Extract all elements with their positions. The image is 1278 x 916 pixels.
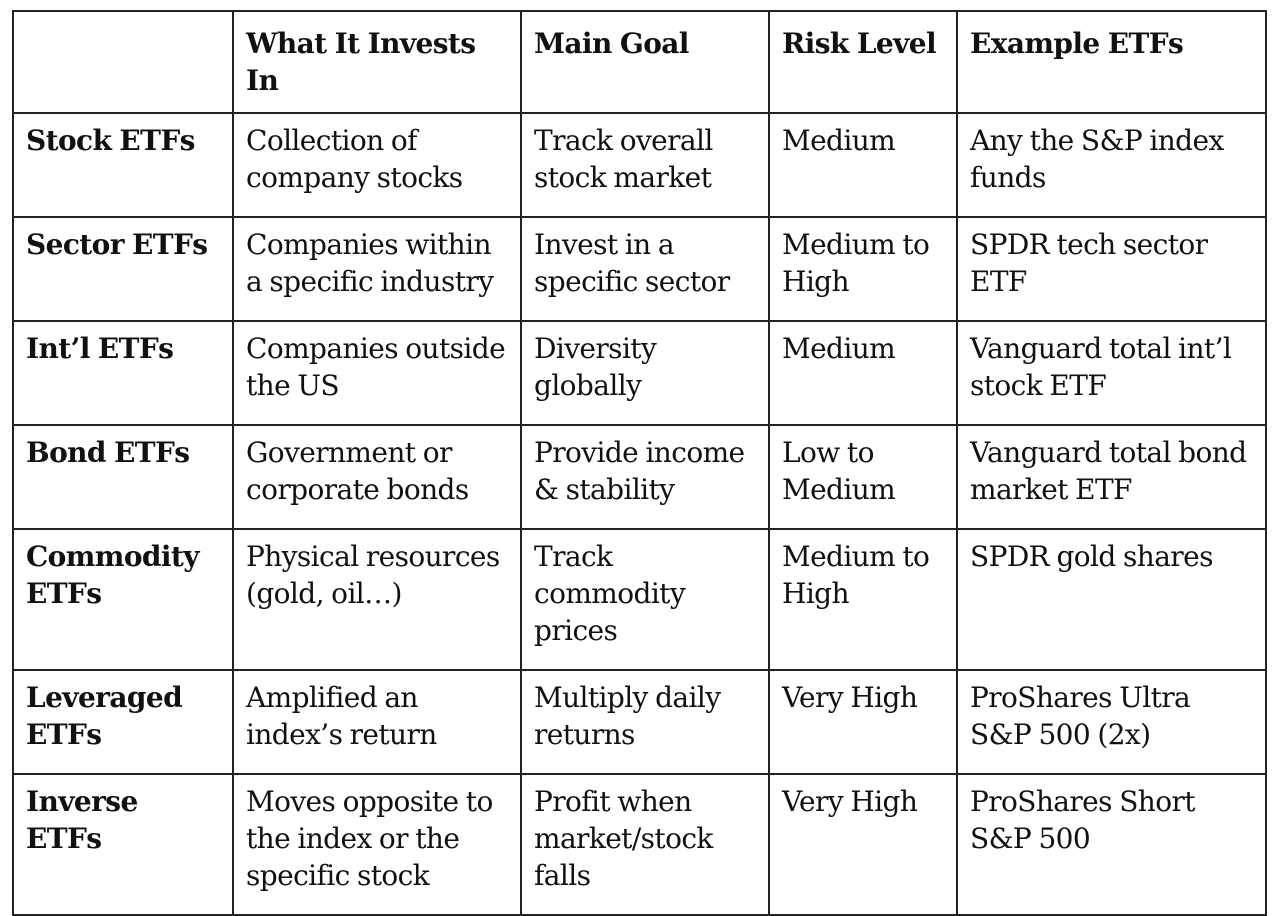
row-type-cell: Int’l ETFs — [13, 321, 233, 425]
table-row — [13, 425, 1266, 529]
main-goal-cell: Track commodity prices — [521, 529, 769, 670]
main-goal-cell: Profit when market/stock falls — [521, 774, 769, 915]
header-main-goal: Main Goal — [521, 11, 769, 113]
risk-level-cell: Medium — [769, 113, 957, 217]
example-etfs-cell: Vanguard total bond market ETF — [957, 425, 1266, 529]
table-header-row — [13, 11, 1266, 113]
invests-in-cell: Collection of company stocks — [233, 113, 521, 217]
header-risk-level: Risk Level — [769, 11, 957, 113]
risk-level-cell: Medium to High — [769, 217, 957, 321]
invests-in-cell: Companies within a specific industry — [233, 217, 521, 321]
example-etfs-cell: Any the S&P index funds — [957, 113, 1266, 217]
header-example-etfs: Example ETFs — [957, 11, 1266, 113]
main-goal-cell: Provide income & stability — [521, 425, 769, 529]
main-goal-cell: Track overall stock market — [521, 113, 769, 217]
invests-in-cell: Moves opposite to the index or the specific stock — [233, 774, 521, 915]
example-etfs-cell: ProShares Ultra S&P 500 (2x) — [957, 670, 1266, 774]
table-row — [13, 529, 1266, 670]
risk-level-cell: Medium — [769, 321, 957, 425]
risk-level-cell: Very High — [769, 774, 957, 915]
table-row — [13, 774, 1266, 915]
header-corner-cell — [13, 11, 233, 113]
header-what-it-invests-in: What It Invests In — [233, 11, 521, 113]
invests-in-cell: Government or corporate bonds — [233, 425, 521, 529]
table-row — [13, 670, 1266, 774]
row-type-cell: Stock ETFs — [13, 113, 233, 217]
row-type-cell: Inverse ETFs — [13, 774, 233, 915]
row-type-cell: Leveraged ETFs — [13, 670, 233, 774]
etf-comparison-table — [12, 10, 1267, 916]
row-type-cell: Commodity ETFs — [13, 529, 233, 670]
risk-level-cell: Very High — [769, 670, 957, 774]
invests-in-cell: Physical resources (gold, oil…) — [233, 529, 521, 670]
row-type-cell: Bond ETFs — [13, 425, 233, 529]
main-goal-cell: Invest in a specific sector — [521, 217, 769, 321]
row-type-cell: Sector ETFs — [13, 217, 233, 321]
table-row — [13, 113, 1266, 217]
risk-level-cell: Medium to High — [769, 529, 957, 670]
main-goal-cell: Diversity globally — [521, 321, 769, 425]
invests-in-cell: Companies outside the US — [233, 321, 521, 425]
example-etfs-cell: ProShares Short S&P 500 — [957, 774, 1266, 915]
example-etfs-cell: Vanguard total int’l stock ETF — [957, 321, 1266, 425]
invests-in-cell: Amplified an index’s return — [233, 670, 521, 774]
example-etfs-cell: SPDR tech sector ETF — [957, 217, 1266, 321]
risk-level-cell: Low to Medium — [769, 425, 957, 529]
main-goal-cell: Multiply daily returns — [521, 670, 769, 774]
table-row — [13, 217, 1266, 321]
table-row — [13, 321, 1266, 425]
example-etfs-cell: SPDR gold shares — [957, 529, 1266, 670]
